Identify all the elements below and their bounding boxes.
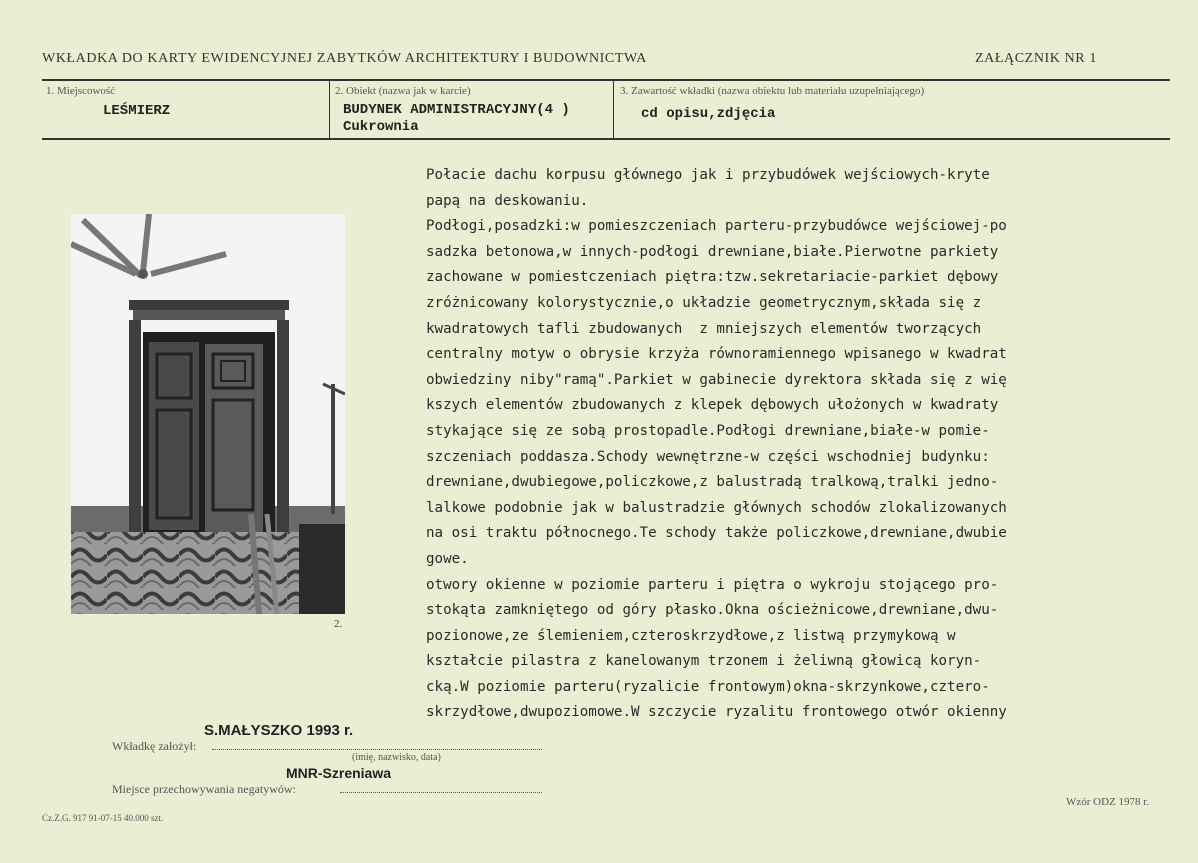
author-hint: (imię, nazwisko, data) bbox=[352, 752, 441, 763]
description-text bbox=[426, 163, 1146, 726]
header-rule bbox=[42, 79, 1170, 81]
object-label: 2. Obiekt (nazwa jak w karcie) bbox=[335, 85, 471, 97]
print-info: Cz.Z.G. 917 91-07-15 40.000 szt. bbox=[42, 813, 164, 823]
description-line: stokąta zamkniętego od góry płasko.Okna ościeżnicowe,drewniane,dwu- bbox=[426, 602, 999, 619]
description-line: cką.W poziomie parteru(ryzalicie frontowym)okna-skrzynkowe,cztero- bbox=[426, 678, 990, 695]
author-label: Wkładkę założył: bbox=[112, 739, 197, 753]
description-line: sadzka betonowa,w innych-podłogi drewniane,białe.Pierwotne parkiety bbox=[426, 243, 999, 260]
fields-rule bbox=[42, 138, 1170, 140]
author-value: S.MAŁYSZKO 1993 r. bbox=[204, 722, 354, 739]
description-line: obwiedziny niby"ramą".Parkiet w gabinecie dyrektora składa się z wię bbox=[426, 371, 1007, 388]
description-line: drewniane,dwubiegowe,policzkowe,z balustradą tralkową,tralki jedno- bbox=[426, 474, 999, 491]
content-value: cd opisu,zdjęcia bbox=[641, 106, 776, 122]
description-line: Połacie dachu korpusu głównego jak i przybudówek wejściowych-kryte bbox=[426, 167, 990, 183]
door-photo-image bbox=[71, 214, 345, 614]
place-label: 1. Miejscowość bbox=[46, 85, 116, 97]
description-line: lalkowe podobnie jak w balustradzie głównych schodów zlokalizowanych bbox=[426, 499, 1007, 516]
object-value-line1: BUDYNEK ADMINISTRACYJNY(4 ) bbox=[343, 102, 570, 118]
description-line: kształcie pilastra z kanelowanym trzonem i żeliwną głowicą koryn- bbox=[426, 653, 982, 670]
author-dotline bbox=[212, 748, 542, 750]
description-line: kwadratowych tafli zbudowanych z mniejszych elementów tworzących bbox=[426, 320, 982, 337]
field-divider bbox=[613, 81, 614, 138]
description-line: stykające się ze sobą prostopadle.Podłogi drewniane,białe-w pomie- bbox=[426, 422, 990, 439]
storage-label: Miejsce przechowywania negatywów: bbox=[112, 782, 296, 796]
template-version: Wzór ODZ 1978 r. bbox=[1066, 796, 1150, 808]
place-value: LEŚMIERZ bbox=[103, 103, 171, 119]
description-line: na osi traktu północnego.Te schody także policzkowe,drewniane,dwubie bbox=[426, 525, 1007, 542]
description-line: Podłogi,posadzki:w pomieszczeniach parteru-przybudówce wejściowej-po bbox=[426, 218, 1007, 235]
description-line: centralny motyw o obrysie krzyża równoramiennego wpisanego w kwadrat bbox=[426, 346, 1007, 363]
description-line: papą na deskowaniu. bbox=[426, 192, 589, 209]
description-line: zróżnicowany kolorystycznie,o układzie geometrycznym,składa się z bbox=[426, 294, 982, 311]
field-divider bbox=[329, 81, 330, 138]
description-line: gowe. bbox=[426, 550, 469, 567]
description-line: kszych elementów zbudowanych z klepek dębowych ułożonych w kwadraty bbox=[426, 397, 999, 414]
object-value-line2: Cukrownia bbox=[343, 119, 419, 135]
storage-value: MNR-Szreniawa bbox=[286, 765, 392, 781]
description-line: skrzydłowe,dwupoziomowe.W szczycie ryzalitu frontowego otwór okienny bbox=[426, 704, 1007, 721]
annex-number: ZAŁĄCZNIK NR 1 bbox=[975, 51, 1097, 66]
content-label: 3. Zawartość wkładki (nazwa obiektu lub materiału uzupełniającego) bbox=[620, 85, 925, 97]
storage-dotline bbox=[340, 791, 542, 793]
description-line: zachowane w pomiestczeniach piętra:tzw.sekretariacie-parkiet dębowy bbox=[426, 269, 999, 286]
photo-number: 2. bbox=[334, 618, 343, 630]
description-line: szczeniach poddasza.Schody wewnętrzne-w części wschodniej budynku: bbox=[426, 448, 990, 465]
form-title: WKŁADKA DO KARTY EWIDENCYJNEJ ZABYTKÓW ARCHITEKTURY I BUDOWNICTWA bbox=[42, 51, 647, 66]
description-line: pozionowe,ze ślemieniem,czteroskrzydłowe,z listwą przymykową w bbox=[426, 627, 956, 644]
door-photo bbox=[71, 214, 345, 614]
description-line: otwory okienne w poziomie parteru i piętra o wykroju stojącego pro- bbox=[426, 576, 999, 593]
